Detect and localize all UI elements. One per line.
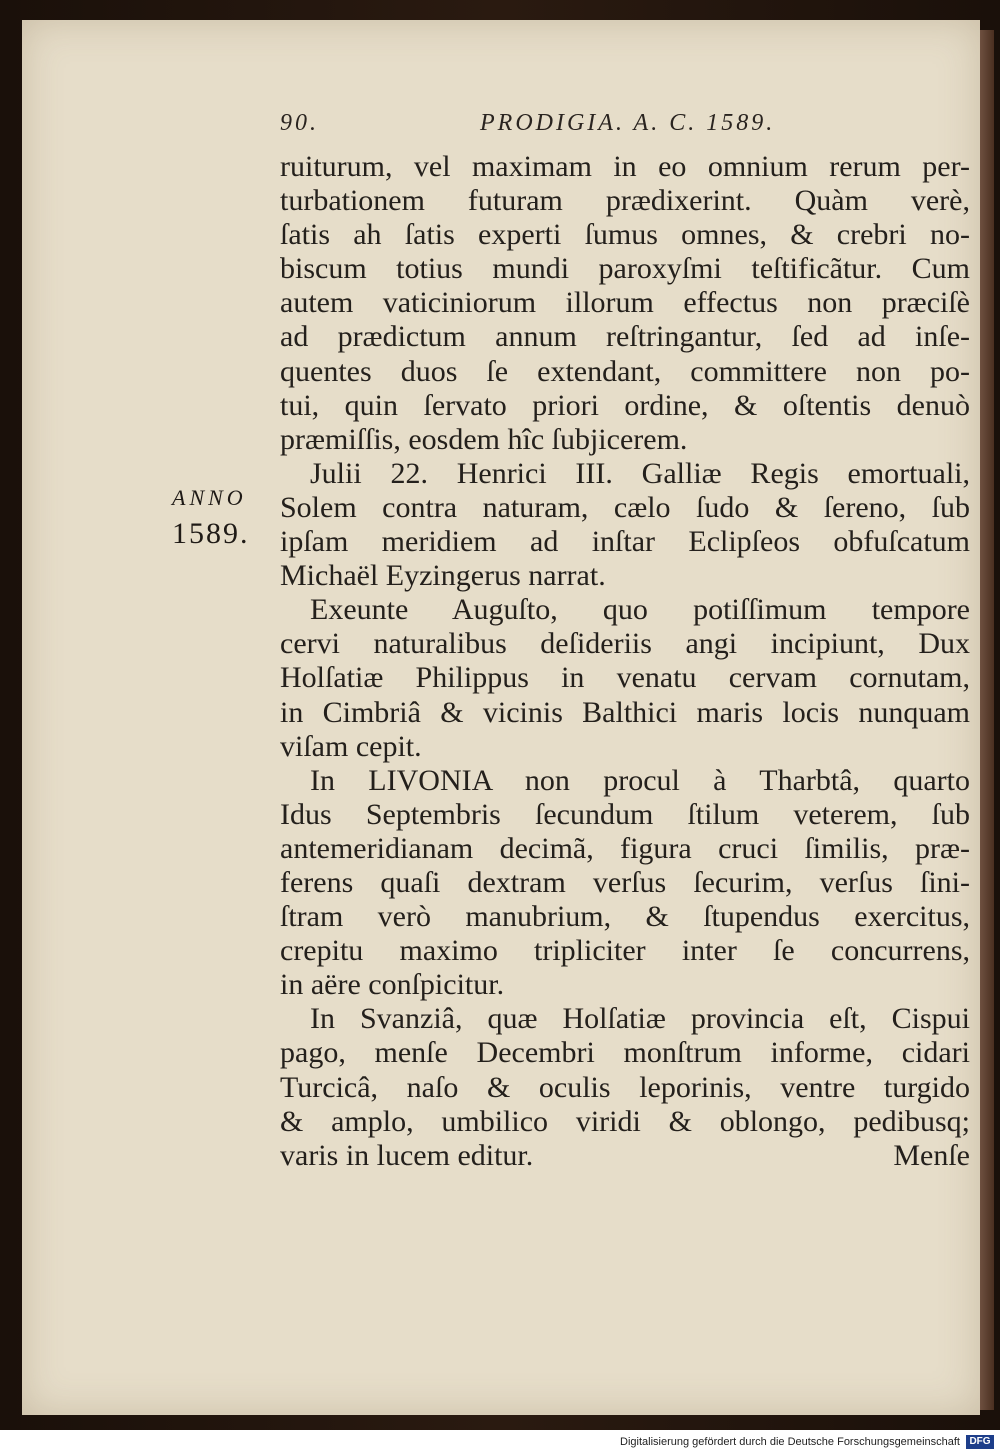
text-line: in Cimbriâ & vicinis Balthici maris locis nunquam <box>280 695 970 729</box>
page-edge <box>980 30 994 1410</box>
margin-note-year-number: 1589. <box>172 517 250 550</box>
text-line: Michaël Eyzingerus narrat. <box>280 559 606 593</box>
text-line: In LIVONIA non procul à Tharbtâ, quarto <box>310 763 970 797</box>
text-line: viſam cepit. <box>280 729 422 763</box>
dfg-logo: DFG <box>966 1435 994 1449</box>
text-line: ferens quaſi dextram verſus ſecurim, verſus ſini- <box>280 865 970 899</box>
footer-bar <box>0 1430 1000 1455</box>
running-head: PRODIGIA. A. C. 1589. <box>480 110 776 136</box>
text-line: quentes duos ſe extendant, committere non po- <box>280 354 970 388</box>
text-line: Holſatiæ Philippus in venatu cervam cornutam, <box>280 661 970 695</box>
page-header <box>22 106 980 142</box>
text-line: cervi naturalibus deſideriis angi incipiunt, Dux <box>280 627 970 661</box>
body-text <box>280 150 970 1173</box>
page-number: 90. <box>280 110 319 136</box>
text-line: antemeridianam decimã, figura cruci ſimilis, præ- <box>280 831 970 865</box>
text-line: Exeunte Auguſto, quo potiſſimum tempore <box>310 593 970 627</box>
text-line: autem vaticiniorum illorum effectus non præciſè <box>280 286 970 320</box>
text-line: in aëre conſpicitur. <box>280 968 505 1002</box>
text-line: ruiturum, vel maximam in eo omnium rerum per- <box>280 150 970 183</box>
text-line: ipſam meridiem ad inſtar Eclipſeos obfuſcatum <box>280 525 970 559</box>
text-line: Idus Septembris ſecundum ſtilum veterem, ſub <box>280 797 970 831</box>
text-line: pago, menſe Decembri monſtrum informe, cidari <box>280 1036 970 1070</box>
text-line: ſtram verò manubrium, & ſtupendus exercitus, <box>280 900 970 934</box>
text-line: præmiſſis, eosdem hîc ſubjicerem. <box>280 422 688 456</box>
text-line: In Svanziâ, quæ Holſatiæ provincia eſt, Cispui <box>310 1002 970 1036</box>
text-line: Turcicâ, naſo & oculis leporinis, ventre turgido <box>280 1070 970 1104</box>
margin-note-year <box>172 485 272 551</box>
text-line: Solem contra naturam, cælo ſudo & ſereno, ſub <box>280 490 970 524</box>
catchword: Menſe <box>893 1138 970 1172</box>
text-line: Julii 22. Henrici III. Galliæ Regis emortuali, <box>310 456 970 490</box>
footer-credit: Digitalisierung gefördert durch die Deutsche Forschungsgemeinschaft <box>620 1436 960 1448</box>
text-line: biscum totius mundi paroxyſmi teſtificãtur. Cum <box>280 252 970 286</box>
text-line: ſatis ah ſatis experti ſumus omnes, & crebri no- <box>280 218 970 252</box>
text-line: varis in lucem editur. <box>280 1138 534 1172</box>
text-line: crepitu maximo tripliciter inter ſe concurrens, <box>280 934 970 968</box>
text-line: turbationem futuram prædixerint. Quàm verè, <box>280 184 970 218</box>
text-line: tui, quin ſervato priori ordine, & oſtentis denuò <box>280 388 970 422</box>
text-line: & amplo, umbilico viridi & oblongo, pedibusq; <box>280 1104 970 1138</box>
book-page <box>22 20 980 1415</box>
margin-note-anno: ANNO <box>172 485 247 510</box>
text-line: ad prædictum annum reſtringantur, ſed ad inſe- <box>280 320 970 354</box>
